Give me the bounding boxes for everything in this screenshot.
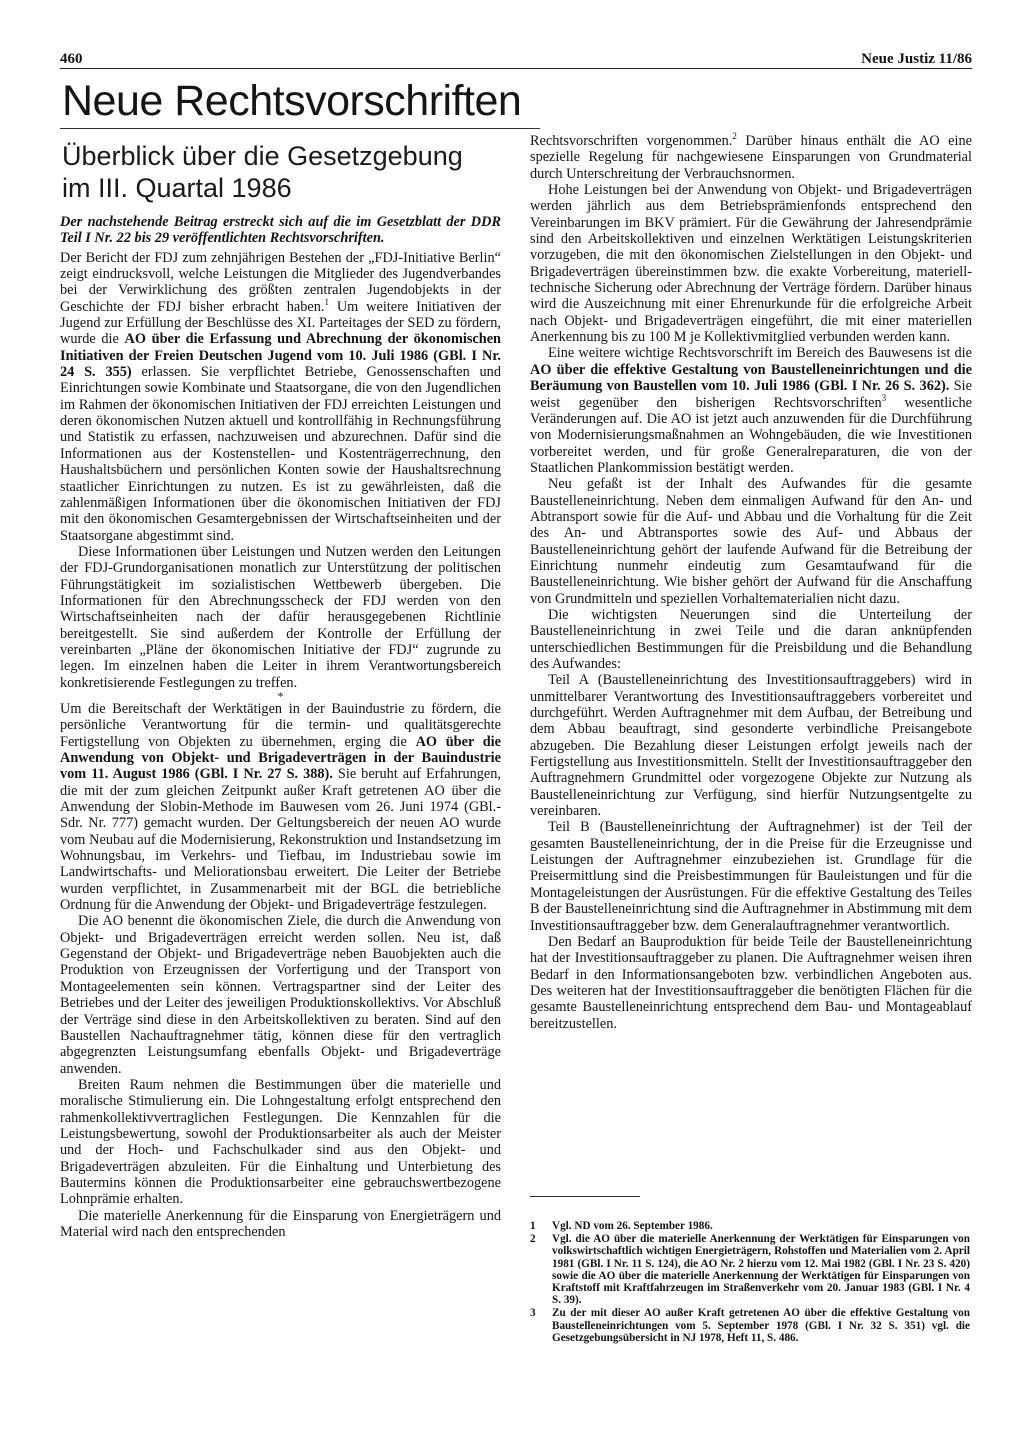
footnote <box>530 1233 970 1306</box>
separator-asterisk: * <box>277 688 284 703</box>
regulation-title: AO über die Anwendung von Objekt- und Brigadeverträgen in der Bauindustrie vom 11. August 1986 (GBl. I Nr. 27 S. 388). <box>60 733 501 783</box>
paragraph: Neu gefaßt ist der Inhalt des Aufwandes für die gesamte Baustelleneinrichtung. Neben dem einmaligen Aufwand für den An- und Abtransport sowie für die Auf- und Abbau und die Vorhaltung für die Zeit des An- und Abtransportes sowie des Auf- und Abbaus der Baustelleneinrichtung gehört der laufende Aufwand für die Betreibung der Einrichtung nunmehr eindeutig zum Gesamtaufwand für die Baustelleneinrichtung. Wie bisher gehört der Aufwand für die Anschaffung von Grundmitteln und speziellen Vorhaltematerialien nicht dazu. <box>530 476 972 607</box>
footnotes <box>530 1220 970 1345</box>
paragraph <box>530 345 972 476</box>
footnote-ref: 1 <box>324 296 329 307</box>
title-rule <box>60 128 540 129</box>
article-title-line1: Überblick über die Gesetzgebung <box>62 141 463 171</box>
section-title: Neue Rechtsvorschriften <box>62 77 522 125</box>
text-run: Eine weitere wichtige Rechtsvorschrift im Bereich des Bauwesens ist die <box>548 345 972 362</box>
paragraph: Diese Informationen über Leistungen und Nutzen werden den Leitungen der FDJ-Grundorganisationen monatlich zur Unterstützung der politischen Führungstätigkeit im sozialistischen Wettbewerb übergeben. Die Informationen für den Abrechnungsscheck der FDJ werden von den Wirtschaftseinheiten nach der dafür herausgegebenen Richtlinie bereitgestellt. Sie sind außerdem der Kontrolle der Erfüllung der vereinbarten „Pläne der ökonomischen Initiative der FDJ“ zugrunde zu legen. Im einzelnen haben die Leiter in ihrem Verantwortungsbereich konkretisierende Festlegungen zu treffen. <box>60 543 501 691</box>
footnote-number: 1 <box>530 1220 536 1232</box>
left-column <box>60 214 501 1240</box>
paragraph: Breiten Raum nehmen die Bestimmungen über die materielle und moralische Stimulierung ein. Die Lohngestaltung erfolgt entsprechend den rahmenkollektivvertraglichen Festlegungen. Die Kennzahlen für die Leistungsbewertung, sowohl der Produktionsarbeiter als auch der Meister und der Hoch- und Fachschulkader sind aus den Objekt- und Brigadeverträgen abzuleiten. Für die Einhaltung und Unterbietung des Bautermins können die Produktionsarbeiter eine gebrauchswertbezogene Lohnprämie erhalten. <box>60 1076 501 1208</box>
footnote-text: Vgl. ND vom 26. September 1986. <box>552 1220 713 1232</box>
paragraph <box>60 250 501 544</box>
journal-issue: Neue Justiz 11/86 <box>861 51 972 67</box>
footnote <box>530 1307 970 1344</box>
paragraph: Die materielle Anerkennung für die Einsparung von Energieträgern und Material wird nach den entsprechenden <box>60 1207 501 1240</box>
right-column <box>530 133 972 1032</box>
paragraph: Teil B (Baustelleneinrichtung der Auftragnehmer) ist der Teil der gesamten Baustelleneinrichtung, der in die Preise für die Erzeugnisse und Leistungen der Auftragnehmer einzubeziehen ist. Grundlage für die Preisermittlung sind die Preisbestimmungen für Bauleistungen und für die Montageleistungen der Ausrüstungen. Für die effektive Gestaltung des Teiles B der Baustelleneinrichtung sind die Auftragnehmer in Abstimmung mit dem Investitionsauftraggeber bzw. dem Generalauftragnehmer verantwortlich. <box>530 819 972 934</box>
footnote-number: 3 <box>530 1307 536 1320</box>
text-run: Rechtsvorschriften vorgenommen. <box>530 133 733 149</box>
article-title <box>62 140 512 204</box>
paragraph: Die wichtigsten Neuerungen sind die Unterteilung der Baustelleneinrichtung in zwei Teile und die daran anknüpfenden unterschiedlichen Bestimmungen für die Preisbildung und die Behandlung des Aufwandes: <box>530 606 972 672</box>
text-run: Der Bericht der FDJ zum zehnjährigen Bestehen der „FDJ-Initiative Berlin“ zeigt eindrucksvoll, welche Leistungen die Mitglieder des Jugendverbandes bei der Verwirklichung des größten zentralen Jugendobjekts in der Geschichte der FDJ bisher erbracht haben. <box>60 249 501 315</box>
page-header <box>60 46 972 69</box>
text-run: Sie weist gegenüber den bisherigen Rechtsvorschriften <box>530 378 972 411</box>
footnote-rule <box>530 1196 640 1197</box>
footnote-ref: 2 <box>732 131 737 142</box>
text-run: Um weitere Initiativen der Jugend zur Erfüllung der Beschlüsse des XI. Parteitages der SED zu fördern, wurde die <box>60 298 501 348</box>
text-run: Um die Bereitschaft der Werktätigen in der Bauindustrie zu fördern, die persönliche Verantwortung für die termin- und qualitätsgerechte Fertigstellung von Objekten zu übernehmen, erging die <box>60 700 501 750</box>
footnote-text: Vgl. die AO über die materielle Anerkennung der Werktätigen für Einsparungen von volkswirtschaftlich wichtigen Energieträgern, Rohstoffen und Materialien vom 2. April 1981 (GBl. I Nr. 11 S. 124), die AO Nr. 2 hierzu vom 12. Mai 1982 (GBl. I Nr. 23 S. 420) sowie die AO über die materielle Anerkennung der Werktätigen für Einsparungen von Kraftstoff mit Kraftfahrzeugen im Straßenverkehr vom 20. Januar 1983 (GBl. I Nr. 4 S. 39). <box>552 1233 970 1307</box>
paragraph: Teil A (Baustelleneinrichtung des Investitionsauftraggebers) wird in unmittelbarer Verantwortung des Investitionsauftraggebers vorbereitet und durchgeführt. Werden Auftragnehmer mit dem Aufbau, der Betreibung und dem Abbau beauftragt, sind gesonderte verbindliche Preisangebote abzugeben. Die Bezahlung dieser Leistungen erfolgt jeweils nach der Fertigstellung aus Investitionsmitteln. Stellt der Investitionsauftraggeber den Auftragnehmern Grundmittel oder vorgezogene Objekte zur Nutzung als Baustelleneinrichtung zur Verfügung, sind hierfür Nutzungsentgelte zu vereinbaren. <box>530 672 972 820</box>
text-run: wesentliche Veränderungen auf. Die AO ist jetzt auch anzuwenden für die Durchführung von Modernisierungsmaßnahmen an Wohngebäuden, die wie Investitionen vorbereitet werden, und für große Generalreparaturen, die von der Staatlichen Plankommission bestätigt werden. <box>530 394 972 476</box>
paragraph <box>530 133 972 182</box>
regulation-title: AO über die Erfassung und Abrechnung der ökonomischen Initiativen der Freien Deutschen Jugend vom 10. Juli 1986 (GBl. I Nr. 24 S. 355) <box>60 331 501 381</box>
text-run: Darüber hinaus enthält die AO eine spezielle Regelung für nachgewiesene Einsparungen von Grundmaterial durch Unterschreitung der Verbrauchsnormen. <box>530 133 972 182</box>
text-run: Sie beruht auf Erfahrungen, die mit der zum gleichen Zeitpunkt außer Kraft getretenen AO über die Anwendung der Slobin-Methode im Bauwesen vom 26. Juni 1974 (GBl.-Sdr. Nr. 777) gemacht wurden. Der Geltungsbereich der neuen AO wurde vom Neubau auf die Modernisierung, Rekonstruktion und Instandsetzung im Wohnungsbau, im Verkehrs- und Tiefbau, im Industriebau sowie im Landwirtschafts- und Meliorationsbau erweitert. Die Leiter der Betriebe wurden verpflichtet, in Zusammenarbeit mit der BGL die betriebliche Ordnung für die Anwendung der Objekt- und Brigadeverträge festzulegen. <box>60 766 501 914</box>
footnote-ref: 3 <box>881 392 887 403</box>
lead-paragraph: Der nachstehende Beitrag erstreckt sich auf die im Gesetzblatt der DDR Teil I Nr. 22 bis 29 veröffentlichten Rechtsvorschriften. <box>60 214 501 247</box>
paragraph <box>60 701 501 913</box>
paragraph: Die AO benennt die ökonomischen Ziele, die durch die Anwendung von Objekt- und Brigadeverträgen erreicht werden sollen. Neu ist, daß Gegenstand der Objekt- und Brigadeverträge neben Bauobjekten auch die Produktion von Erzeugnissen der Vorfertigung und der Transport von Montageelementen sein können. Vertragspartner sind der Leiter des Betriebes und der Leiter des jeweiligen Produktionskollektivs. Vor Abschluß der Verträge sind diese in den Arbeitskollektiven zu beraten. Sind auf den Baustellen Nachauftragnehmer tätig, können diese für den vertraglich abgegrenzten Leistungsumfang ebenfalls Objekt- und Brigadeverträge anwenden. <box>60 913 501 1077</box>
regulation-title: AO über die effektive Gestaltung von Baustelleneinrichtungen und die Beräumung von Baustellen vom 10. Juli 1986 (GBl. I Nr. 26 S. 362). <box>530 361 972 395</box>
text-run: erlassen. Sie verpflichtet Betriebe, Genossenschaften und Einrichtungen sowie Kombinate und Staatsorgane, die von den Jugendlichen im Rahmen der ökonomischen Initiativen der FDJ erreichten Leistungen und deren ökonomischen Nutzen aktuell und kontrollfähig in Rechnungsführung und Statistik zu erfassen, nachzuweisen und abzurechnen. Dafür sind die Informationen aus der Kostenstellen- und Kostenträgerrechnung, den Haushaltsbüchern und persönlichen Konten sowie der Haushaltsrechnung staatlicher Einrichtungen zu nutzen. Es ist zu gewährleisten, daß die zahlenmäßigen Informationen über die ökonomischen Initiativen der FDJ mit den ökonomischen Gesamtergebnissen der Wirtschaftseinheiten und der Staatsorgane abgestimmt sind. <box>60 364 501 544</box>
article-title-line2: im III. Quartal 1986 <box>62 173 292 203</box>
footnote-text: Zu der mit dieser AO außer Kraft getretenen AO über die effektive Gestaltung von Baustelleneinrichtungen vom 5. September 1978 (GBl. I Nr. 32 S. 351) vgl. die Gesetzgebungsübersicht in NJ 1978, Heft 11, S. 486. <box>552 1307 970 1344</box>
footnote <box>530 1220 970 1232</box>
footnote-number: 2 <box>530 1233 536 1246</box>
paragraph: Hohe Leistungen bei der Anwendung von Objekt- und Brigadeverträgen werden jährlich aus dem Betriebsprämienfonds entsprechend den Vereinbarungen im BKV prämiert. Für die Gewährung der Jahresendprämie sind den Arbeitskollektiven und einzelnen Werktätigen Leistungskriterien vorzugeben, die mit den ökonomischen Zielstellungen in den Objekt- und Brigadeverträgen übereinstimmen bzw. die exakte Vorbereitung, materiell-technische Sicherung oder Abrechnung der Verträge fördern. Darüber hinaus wird die Auszeichnung mit einer Ehrenurkunde für die erfolgreiche Arbeit nach Objekt- und Brigadeverträgen eingeführt, die mit einer materiellen Anerkennung bis zu 100 M je Kollektivmitglied verbunden werden kann. <box>530 182 972 346</box>
page-number: 460 <box>60 51 83 67</box>
paragraph: Den Bedarf an Bauproduktion für beide Teile der Baustelleneinrichtung hat der Investitionsauftraggeber zu planen. Die Auftragnehmer weisen ihren Bedarf in den Informationsangeboten bzw. verbindlichen Angeboten aus. Des weiteren hat der Investitionsauftraggeber die benötigten Flächen für die gesamte Baustelleneinrichtung entsprechend dem Bau- und Montageablauf bereitzustellen. <box>530 933 972 1032</box>
